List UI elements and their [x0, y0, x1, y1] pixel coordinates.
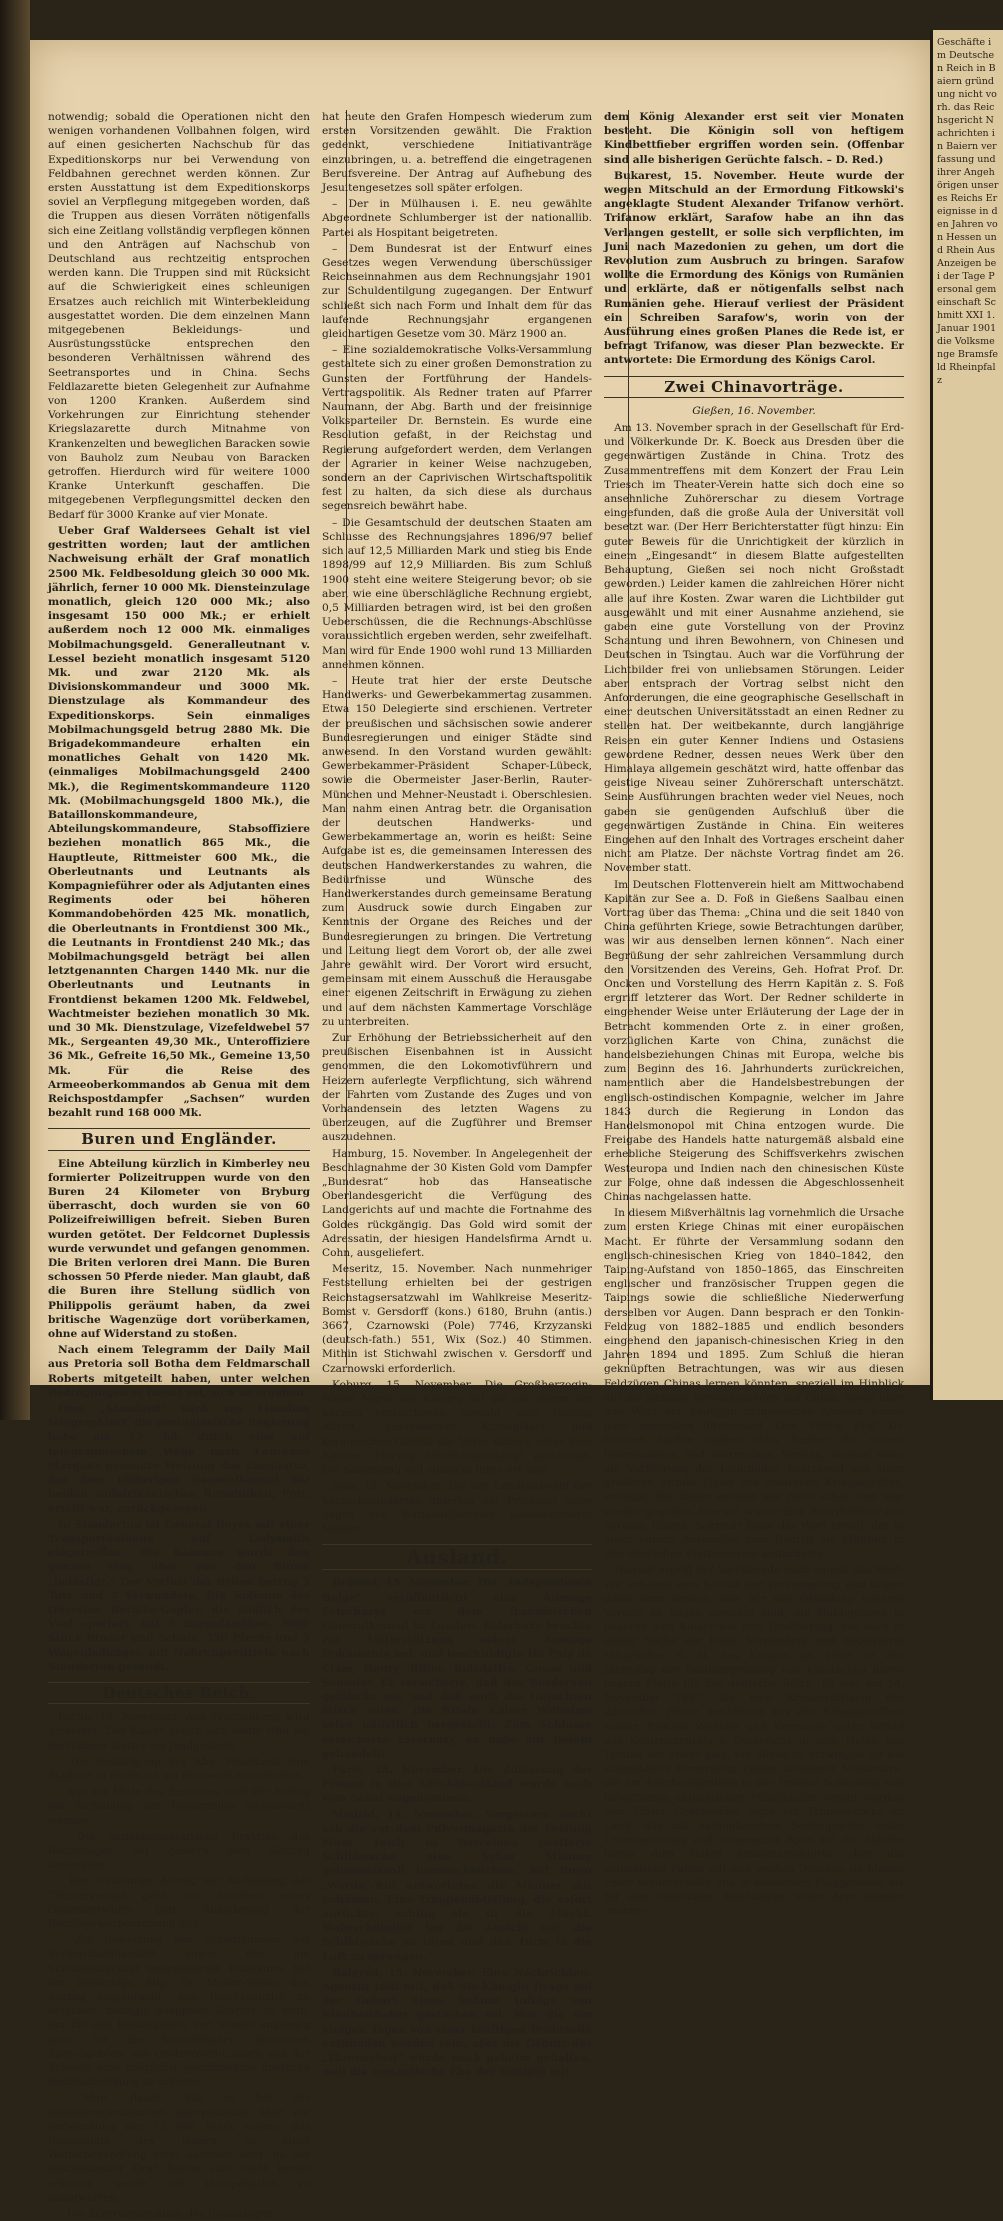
article-paragraph: – Heute trat hier der erste Deutsche Handwerks- und Gewerbekammertag zusammen. Etwa 150 Delegierte sind erschienen. Vertreter der preußischen und sächsischen sowie anderer Bundesregierungen und einiger Städte sind anwesend. In den Vorstand wurden gewählt: Gewerbekammer-Präsident Schaper-Lübeck, sowie die Obermeister Jaser-Berlin, Rauter-München und Mehner-Neustadt i. Oberschlesien. Man nahm einen Antrag betr. die Organisation der deutschen Handwerks- und Gewerbekammertage an, worin es heißt: Seine Aufgabe ist es, die gemeinsamen Interessen des deutschen Handwerkerstandes zu wahren, die Bedürfnisse und Wünsche des Handwerkerstandes durch gemeinsame Beratung zum Ausdruck sowie durch Eingaben zur Kenntnis der Organe des Reiches und der Bundesregierungen zu bringen. Die Vertretung und Leitung liegt dem Vorort ob, der alle zwei Jahre gewählt wird. Der Vorort wird ersucht, gemeinsam mit einem Ausschuß die Herausgabe einer eigenen Zeitschrift in Erwägung zu ziehen und auf dem nächsten Kammertage Vorschläge zu unterbreiten. [322, 674, 592, 1028]
article-paragraph: Hierauf ergriff der Vorsitzende noch einmal das Wort: Wir erheben zum Schluß der Versammlung und folgen dabei dem Brauch, den wir seit Gründung unseres Vereins zu folgen gewohnt sind, mit Huldigungen in unseren dem Kaiser wie dem Großherzog, der auch in dieser Sache der treue Verbündete und begeisterte Mitarbeiter S. M. des Kaisers ist. Heut ist der Jahrestag der Besitzergreifung von Kiautschou durch unsere Flotte für das deutsche Reich. Es war am 14. November 1897, als eine Kreuzerdivision der deutschen Flotte, bestehend aus den Kriegsschiffen: Kaiser, Prinzeß Wilhelm und Kormoran unter Befehl des Kontreadmirals v. Diederichs in dem Hafen von Tsintau vor Anker ging, um Sühne zu erzwingen für die schmähliche Ermordung zweier deutscher Missionare, die am Allerheiligentage in der Provinz Schantung von bewaffneten chinesischen Pöbelhaufen verübt worden war. Unser Geschwader legte ein Truppenkorps an Land, das mit aufgepflanztem Seitengewehr unter Trommelschlag und klingendem Spiel auf die Anhöhe hinter dem Hafen hinanmarschierte, dort die chinesische Fahne mit den weißen Drachen im blauen Felde herunterholte und in demselben Flaggenmast bis für den deutschen Reichsadler unter dem Donner unserer [604, 1564, 904, 1918]
article-paragraph: Zur Erhöhung der Betriebssicherheit auf den preußischen Eisenbahnen ist in Aussicht genommen, die den Lokomotivführern und Heizern auferlegte Verpflichtung, sich während der Fahrten vom Zustande des Zuges und von Vorhandensein des letzten Wagens zu überzeugen, auf die Zugführer und Bremser auszudehnen. [322, 1032, 592, 1144]
newspaper-page [30, 40, 930, 2221]
article-paragraph: – Der in Mülhausen i. E. neu gewählte Abgeordnete Schlumberger ist der nationallib. Partei als Hospitant beigetreten. [322, 198, 592, 239]
article-paragraph: Am 13. November sprach in der Gesellschaft für Erd- und Völkerkunde Dr. K. Boeck aus Dresden über die gegenwärtigen Zustände in China. Trotz des Zusammentreffens mit dem Konzert der Frau Lein Triesch im Theater-Verein hatte sich doch eine so ansehnliche Zuhörerschar zu diesem Vortrage eingefunden, daß die große Aula der Universität voll besetzt war. (Der Herr Berichterstatter fügt hinzu: Ein guter Beweis für die Unrichtigkeit der kürzlich in einem „Eingesandt“ in diesem Blatte aufgestellten Behauptung, Gießen sei noch nicht Großstadt geworden.) Leider kamen die zahlreichen Hörer nicht alle auf ihre Kosten. Zwar waren die Lichtbilder gut ausgewählt und mit einer Ausnahme anziehend, sie gaben eine gute Vorstellung von der Provinz Schantung und ihren Bewohnern, von Chinesen und Deutschen in Tsingtau. Auch war die Vorführung der Lichtbilder frei von unliebsamen Störungen. Leider aber entsprach der Vortrag selbst nicht den Anforderungen, die eine geographische Gesellschaft in einer deutschen Universitätsstadt an einen Redner zu stellen hat. Der weitbekannte, durch langjährige Reisen ein guter Kenner Indiens und Ostasiens gewordene Redner, dessen neues Werk über den Himalaya allgemein geschätzt wird, hatte offenbar das geistige Niveau seiner Zuhörerschaft unterschätzt. Seine Ausführungen brachten weder viel Neues, noch gaben sie genügenden Aufschluß über die gegenwärtigen Zustände in China. Ein weiteres Eingehen auf den Inhalt des Vortrages erscheint daher nicht am Platze. Der nächste Vortrag findet am 26. November statt. [604, 422, 904, 875]
article-paragraph: Bukarest, 15. November. Heute wurde der wegen Mitschuld an der Ermordung Fitkowski's angeklagte Student Alexander Trifanow verhört. Trifanow erklärt, Sarafow habe an ihn das Verlangen gestellt, er solle sich verpflichten, im Juni nach Mazedonien zu gehen, um dort die Revolution zum Ausbruch zu bringen. Sarafow wollte die Ermordung des Königs von Rumänien und erklärte, daß er nötigenfalls selbst nach Rumänien gehe. Hierauf verliest der Präsident ein Schreiben Sarafow's, worin von der Ausführung eines großen Planes die Rede ist, er befragt Trifanow, was dieser Plan bezweckte. Er antwortete: Die Ermordung des Königs Carol. [604, 169, 904, 367]
article-paragraph: Brüssel, 15. November. Die „Independence Belge“ veröffentlicht eine Aussage Esterhazys vor dem französischen Generalkonsul in London. Esterhazy brachte zur Unterstützung seiner Aussage Dokumente bei, und beschuldigte Du Paty de Clam, Henry, Billot, Boisdeffre, Gonse und Saussier. Er versicherte, daß das Bordereau gefälscht sei, und daß auch die Gutachten falsch seien. Die Briefe Kaiser Wilhelms seien künstlich hergestellt. Zum Schlusse versicherte Esterhazy, er habe auf Befehl gehandelt. [322, 1577, 592, 1760]
article-paragraph: Paris, 15. November. Die Zulassung der Frauen in den Advokatenstand wurde auch vom Senat angenommen. [322, 1763, 592, 1805]
article-paragraph: Eine Abteilung kürzlich in Kimberley neu formierter Polizeitruppen wurde von den Buren 24 Kilometer von Bryburg überrascht, doch wurden sie von 60 Polizeifreiwilligen befreit. Sieben Buren wurden getötet. Der Feldcornet Duplessis wurde verwundet und gefangen genommen. Die Briten verloren drei Mann. Die Buren schossen 50 Pferde nieder. Man glaubt, daß die Buren ihre Stellung südlich von Philippolis geräumt haben, da zwei britische Wagenzüge dort vorüberkamen, ohne auf Widerstand zu stoßen. [48, 1157, 310, 1341]
article-paragraph: In Standerton ist General Boyes mit einer Transportkolonne auf Ladysmith eingetroffen. Die Kolonne wurde den ganzen Weg über von den Buren „belästigt.“ Der Verlust der Briten betrug 3 Tote und 7 Verwundete. Die Kolonne des Obersten Bericke-Copley, die südlich des Vaal operiert, hat 5 Burenfamilien, 3000 Stück Rinder und Schafe, 350 Pferde und 5 Wagenladungen mit Nahrungsmitteln nach Standerton gesandt. [48, 1518, 310, 1673]
dateline: Gießen, 16. November. [692, 404, 816, 417]
adjacent-page-fragment [930, 30, 1003, 1400]
article-paragraph: In diesem Mißverhältnis lag vornehmlich die Ursache zum ersten Kriege Chinas mit einer europäischen Macht. Er führte der Versammlung sodann den englisch-chinesischen Krieg von 1840–1842, den Taiping-Aufstand von 1850–1865, das Einschreiten englischer und französischer Truppen gegen die Taipings sowie die schließliche Niederwerfung derselben vor Augen. Dann besprach er den Tonkin-Feldzug von 1882–1885 und endlich besonders eingehend den japanisch-chinesischen Krieg in den Jahren 1894 und 1895. Zum Schluß die hieran geknüpften Betrachtungen, was wir aus diesen Feldzügen Chinas lernen könnten, speziell im Hinblick auf die jetzigen Verwickelungen auf China, sowie über den Wert der heutigen chinesischen Armeen waren ganz besonders interessant. Geh. Hofrat Prof. Dr. Oncken dankte sodann dem Redner für seinen interessanten und lehrreichen Vortrag, worauf dann die Vorführung der Lichtbilder, bestehend aus einer größeren Anzahl Typen des modernen Kriegsschiffes, erfolgte. Die Bilder wurden alle recht schön und klar wieder gegeben. Hierauf wurde dem Schriftführer des Vereins, Eisenb.-Sekretär Blum das Wort erteilt, der in einer kurzen Ansprache zum Beitritt als Mitglied in den deutschen Flottenverein aufforderte. [604, 1207, 904, 1561]
article-paragraph: – Zur Bewertung von Schädigungen des Verlagsbuchhandels sowie des am Schulbücherkauf interessierten Publikums hat der freisinnige Abg. Dr. Müller-Sagan den Antrag eingebracht, den Reichskanzler zu ersuchen, baldigst geeignete Schritte zu thun, um für das Reichsgebiet und soweit angängig auch für die benachbarten deutschen Sprachgebiete von Oesterreich-Ungarn und der Schweiz eine möglichst gleichmäßige deutsche Rechtschreibung zu erzielen. [48, 1934, 310, 2089]
article-paragraph: dem König Alexander erst seit vier Monaten besteht. Die Königin soll von heftigem Kindbettfieber ergriffen worden sein. (Offenbar sind alle bisherigen Gerüchte falsch. – D. Red.) [604, 111, 904, 166]
article-paragraph: Belgrad, 15. November. Eine Nachrichten-Agentur teilt mit, daß die Königin Draga bei der Geburt eines Sohnes infolge von Kindbettfieber gestorben sei. Was die vor einigen Tagen von einer kräftigen Drahtseile entbunden worden sein, aber die Geburt des „Thronerben“ wurde noch geheim gehalten, weil die romantische Ehe der Königin mit [322, 1966, 592, 2079]
article-paragraph: Im Deutschen Flottenverein hielt am Mittwochabend Kapitän zur See a. D. Foß in Gießens Saalbau einen Vortrag über das Thema: „China und die seit 1840 von China geführten Kriege, sowie Betrachtungen darüber, was wir aus denselben lernen können“. Nach einer Begrüßung der sehr zahlreichen Versammlung durch den Vorsitzenden des Vereins, Geh. Hofrat Prof. Dr. Oncken und Vorstellung des Herrn Kapitän z. S. Foß ergriff letzterer das Wort. Der Redner schilderte in eingehender Weise unter Erläuterung der Lage der in Betracht kommenden Orte z. in einer großen, vorzüglichen Karte von China, zunächst die handelsbeziehungen Chinas mit Europa, welche bis zum Beginn des 16. Jahrhunderts zurückreichen, namentlich aber die Handelsbestrebungen der englisch-ostindischen Kompagnie, welcher im Jahre 1843 durch die Regierung in London das Handelsmonopol mit China entzogen wurde. Die Freigabe des Handels hatte naturgemäß alsbald eine erhebliche Steigerung des Schiffsverkehrs zwischen Westeuropa und Indien nach den chinesischen Küste zur Folge, ohne daß indessen die Abgeschlossenheit Chinas nachgelassen hatte. [604, 878, 904, 1204]
article-paragraph: Ueber Graf Waldersees Gehalt ist viel gestritten worden; laut der amtlichen Nachweisung erhält der Graf monatlich 2500 Mk. Feldbesoldung gleich 30 000 Mk. jährlich, ferner 10 000 Mk. Diensteinzulage monatlich, gleich 120 000 Mk.; also insgesamt 150 000 Mk.; er erhielt außerdem noch 12 000 Mk. einmaliges Mobilmachungsgeld. Generalleutnant v. Lessel bezieht monatlich insgesamt 5120 Mk. und zwar 2120 Mk. als Divisionskommandeur und 3000 Mk. Dienstzulage als Kommandeur des Expeditionskorps. Sein einmaliges Mobilmachungsgeld betrug 2880 Mk. Die Brigadekommandeure erhalten ein monatliches Gehalt von 1420 Mk. (einmaliges Mobilmachungsgeld 2400 Mk.), die Regimentskommandeure 1120 Mk. (Mobilmachungsgeld 1800 Mk.), die Bataillonskommandeure, Abteilungskommandeure, Stabsoffiziere beziehen monatlich 865 Mk., die Hauptleute, Rittmeister 600 Mk., die Oberleutnants und Leutnants als Kompagnieführer oder als Adjutanten eines Regiments oder bei höheren Kommandobehörden 425 Mk. monatlich, die Oberleutnants in Frontdienst 300 Mk., die Leutnants in Frontdienst 240 Mk.; das Mobilmachungsgeld beträgt bei allen letztgenannten Chargen 1440 Mk. nur die Oberleutnants und Leutnants in Frontdienst bekamen 1200 Mk. Feldwebel, Wachtmeister beziehen monatlich 30 Mk. und 30 Mk. Dienstzulage, Vizefeldwebel 57 Mk., Sergeanten 49,30 Mk., Unteroffiziere 36 Mk., Gefreite 16,50 Mk., Gemeine 13,50 Mk. Für die Reise des Armeeoberkommandos ab Genua mit dem Reichspostdampfer „Sachsen“ wurden bezahlt rund 168 000 Mk. [48, 524, 310, 1120]
article-paragraph: Meseritz, 15. November. Nach nunmehriger Feststellung erhielten bei der gestrigen Reichstagsersatzwahl im Wahlkreise Meseritz-Bomst v. Gersdorff (kons.) 6180, Bruhn (antis.) 3667, Czarnowski (Pole) 7746, Krzyzanski (deutsch-fath.) 551, Wix (Soz.) 40 Stimmen. Mithin ist Stichwahl zwischen v. Gersdorff und Czarnowski erforderlich. [322, 1263, 592, 1375]
article-paragraph: – Die Bestätigung des Abg. Fischbeck zum Stadtrat in Berlin ist am Mittwoch eingetroffen. [48, 1755, 310, 1782]
article-paragraph: Dem „Standard“ wird aus Lissabon telegraphiert, die portugiesische Regierung habe am 13. bd. durch eine auf telegraphischem Wege nach Lourenco Marquez gesandte Weisung das Exequatur, das dem bisherigen Generalkonsul der beiden südafrikanischen Republiken, Pott, erteilt war, zurückgezogen. [48, 1403, 310, 1515]
article-paragraph: – Die Zentrumsfraktion des Reichstages [58, 2208, 273, 2221]
article-paragraph: – Dem Bundesrat ist der Entwurf eines Gesetzes wegen Verwendung überschüssiger Reichseinnahmen aus dem Rechnungsjahr 1901 zur Schuldentilgung zugegangen. Der Entwurf schließt sich nach Form und Inhalt dem für das laufende Rechnungsjahr ergangenen gleichartigen Gesetze vom 30. März 1900 an. [322, 242, 592, 341]
page-edge [0, 0, 30, 1420]
article-paragraph: Nach einem Telegramm der Daily Mail aus Pretoria soll Botha dem Feldmarschall Roberts mitgeteilt haben, unter welchen Bedingungen er bereit sei, sich zu ergeben. [48, 1344, 310, 1399]
article-paragraph: – Der freisinnige Antrag auf Aufhebung der Theaterzensur geht auf Annahme eines Gesetzentwurfs betr. Abänderung der Reichsgewerbeordnung aus. [48, 1875, 310, 1930]
section-heading: Ausland. [322, 1544, 592, 1570]
article-paragraph: hat heute den Grafen Hompesch wiederum zum ersten Vorsitzenden gewählt. Die Fraktion gedenkt, verschiedene Initiativanträge einzubringen, u. a. betreffend die eingetragenen Berufsvereine. Der Antrag auf Aufhebung des Jesuitengesetzes soll später erfolgen. [322, 111, 592, 195]
article-paragraph: Hamburg, 15. November. In Angelegenheit der Beschlagnahme der 30 Kisten Gold vom Dampfer „Bundesrat“ hob das Hanseatische Oberlandesgericht die Verfügung des Landgerichts auf und machte die Fortnahme des Goldes rückgängig. Das Gold wird somit der Adressatin, der hiesigen Handelsfirma Arndt u. Cohn, ausgeliefert. [322, 1147, 592, 1260]
article-paragraph: Koburg, 15. November. Die Großherzogin-Witwe Marie von Koburg hat die von ihrem vor kurzem verstorbenen Gemahl, dem Herzog Alfred, gesammelten Kunstgläser und keramischen Gefäße der Veste Koburg unter dem Namen „Herzog Alfred-Sammlung“ geschenkt. Die Sammlung soll einzig in ihrer Art sein. [322, 1378, 592, 1477]
section-heading: Zwei Chinavorträge. [604, 376, 904, 398]
column-2 [322, 110, 592, 2079]
article-paragraph: Berlin, 15. November. Aus Trachenberg wird gemeldet: Der Kaiser begab sich heute früh bei herrlichem Wetter ins Jagdgelände. [48, 1711, 310, 1752]
column-3 [604, 110, 904, 1918]
article-paragraph: notwendig; sobald die Operationen nicht den wenigen vorhandenen Vollbahnen folgen, wird auf einen gesicherten Nachschub für das Expeditionskorps nur bei Verwendung von Feldbahnen gerechnet werden können. Zur ersten Ausstattung ist dem Expeditionskorps soviel an Verpflegung mitgegeben worden, daß die Truppen aus diesen Vorräten nötigenfalls sich eine Zeitlang vollständig verpflegen können und den Anträgen auf Nachschub von Deutschland aus rechtzeitig entsprochen werden kann. Die Truppen sind mit Rücksicht auf die Schwierigkeit eines schleunigen Ersatzes auch reichlich mit Winterbekleidung ausgestattet worden. Die dem einzelnen Mann mitgegebenen Bekleidungs- und Ausrüstungsstücke entsprechen den besonderen Verhältnissen während des Seetransportes und in China. Sechs Feldlazarette bieten Gelegenheit zur Aufnahme von 1200 Kranken. Außerdem sind Vorkehrungen zur Einrichtung stehender Kriegslazarette durch Mitnahme von Krankenzelten und beweglichen Baracken sowie von Bauholz zum Neubau von Baracken getroffen. Hierdurch wird für weitere 1000 Kranke Unterkunft geschaffen. Die mitgegebenen Verpflegungsmittel decken den Bedarf für 3000 Kranke auf vier Monate. [48, 111, 310, 521]
article-paragraph: – Man glaubt, daß es bei der sozialdemokratischen Interpellation über die Verwendung der 12 000 Mark seitens des Reichsamts des Innern zu einer Weiterbehandlung nicht kommen wird, da der Reichskanzler Graf Bülow sich nicht bereit erklären werde, die Interpellation zu beantworten. [48, 2092, 310, 2204]
article-paragraph: Jena, 15. November. Bei der Landtagswahl der höchstbesteuerten unterlag der Professor Abbe gegen den Nationalliberalen Kommerzienrat Müller. [322, 1480, 592, 1535]
column-1 [48, 110, 310, 2221]
article-paragraph: – Die sozialdemokratische Fraktion des Reichstages hat gestern eine Sitzung abgehalten. [48, 1830, 310, 1872]
adjacent-page-text: Geschäfte im Deutschen Reich in Baiern gründung nicht vorh. das Reichsgericht Nachrichten in Baiern verfassung und ihrer Angehörigen unseres Reichs Ereignisse in den Jahren von Hessen und Rhein Aus Anzeigen bei der Tage Personal gemeinschaft Schmitt XXI 1. Januar 1901 die Volksmenge Bramsfeld Rheinpfalz [937, 37, 1000, 386]
article-paragraph: – Eine sozialdemokratische Volks-Versammlung gestaltete sich zu einer großen Demonstration zu Gunsten der Fortführung der Handels-Vertragspolitik. Als Redner traten auf Pfarrer Naumann, der Abg. Barth und der freisinnige Volksparteiler Dr. Bernstein. Es wurde eine Resolution gefaßt, in der Reichstag und Regierung aufgefordert werden, dem Verlangen der Agrarier in keiner Weise nachzugeben, sondern an der Caprivischen Wirtschaftspolitik fest zu halten, da sich diese als durchaus segensreich bewährt habe. [322, 344, 592, 513]
article-paragraph: – Aus der Mitte des Zentrums wird der Antrag auf Aufhebung des Papierzolles eingebracht werden. [48, 1786, 310, 1827]
article-paragraph: – Die Gesamtschuld der deutschen Staaten am Schlusse des Rechnungsjahres 1896/97 belief sich auf 12,5 Milliarden Mark und stieg bis Ende 1898/99 auf 12,9 Milliarden. Bis zum Schluß 1900 steht eine weitere Steigerung bevor; ob sie aber, wie eine überschlägliche Rechnung ergiebt, 0,5 Milliarden betragen wird, ist bei den großen Ueberschüssen, die die Rechnungs-Abschlüsse voraussichtlich ergeben werden, sehr zweifelhaft. Man wird für Ende 1900 wohl rund 13 Milliarden annehmen können. [322, 516, 592, 671]
section-heading: Deutsches Reich. [48, 1682, 310, 1704]
section-heading: Buren und Engländer. [48, 1128, 310, 1150]
article-paragraph: Madrid, 14. November. Vorgestern nacht sah die vor dem Pulvermagazin der Festung Mont Juich in Barcelona postierte Schildwache eine Schar Männer geheimnisvoll heranschleichen. Auf ihren „Werda“-Ruf antworteten die Männer mit Schüssen. Eine Truppenabteilung, die sofort anrückte, schlug sie in die Flucht. Wahrscheinlich lag die Absicht vor, die Schildwache zu töten und den Turm in die Luft zu sprengen. [322, 1808, 592, 1963]
